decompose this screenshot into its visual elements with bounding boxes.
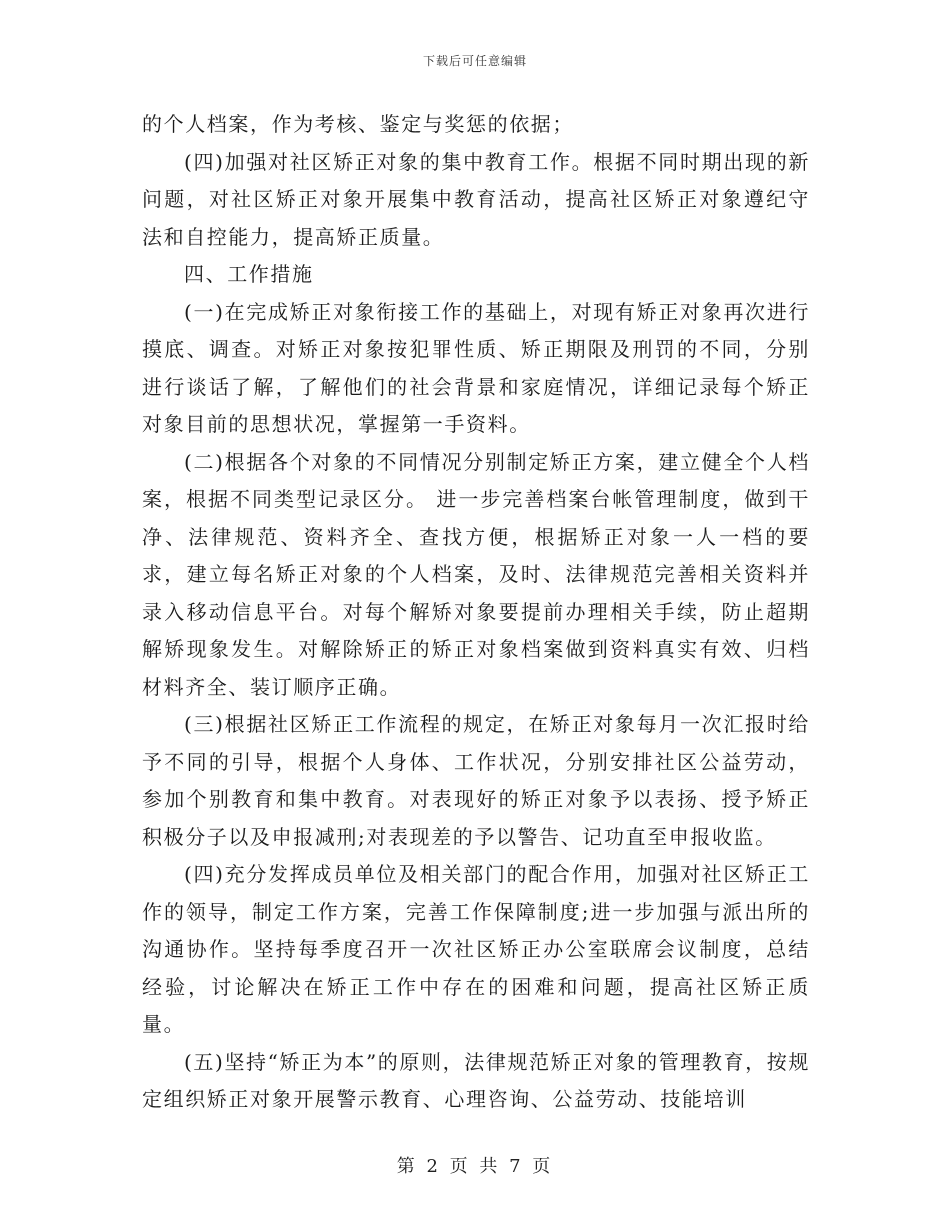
page-number: 第 2 页 共 7 页 bbox=[396, 1156, 554, 1177]
paragraph-measure-1: (一)在完成矫正对象衔接工作的基础上，对现有矫正对象再次进行摸底、调查。对矫正对象按犯罪性质、矫正期限及刑罚的不同，分别进行谈话了解，了解他们的社会背景和家庭情况，详细记录每个矫正对象目前的思想状况，掌握第一手资料。 bbox=[142, 299, 810, 436]
section-heading-measures: 四、工作措施 bbox=[184, 262, 314, 286]
paragraph-2: (四)加强对社区矫正对象的集中教育工作。根据不同时期出现的新问题，对社区矫正对象开展集中教育活动，提高社区矫正对象遵纪守法和自控能力，提高矫正质量。 bbox=[142, 149, 810, 249]
paragraph-measure-3: (三)根据社区矫正工作流程的规定，在矫正对象每月一次汇报时给予不同的引导，根据个人身体、工作状况，分别安排社区公益劳动，参加个别教育和集中教育。对表现好的矫正对象予以表扬、授予矫正积极分子以及申报减刑;对表现差的予以警告、记功直至申报收监。 bbox=[142, 712, 810, 849]
paragraph-measure-5: (五)坚持“矫正为本”的原则，法律规范矫正对象的管理教育，按规定组织矫正对象开展警示教育、心理咨询、公益劳动、技能培训 bbox=[142, 1049, 810, 1111]
paragraph-measure-4: (四)充分发挥成员单位及相关部门的配合作用，加强对社区矫正工作的领导，制定工作方案，完善工作保障制度;进一步加强与派出所的沟通协作。坚持每季度召开一次社区矫正办公室联席会议制度，总结经验，讨论解决在矫正工作中存在的困难和问题，提高社区矫正质量。 bbox=[142, 862, 810, 1036]
paragraph-1: 的个人档案，作为考核、鉴定与奖惩的依据； bbox=[142, 112, 574, 136]
paragraph-measure-2: (二)根据各个对象的不同情况分别制定矫正方案，建立健全个人档案，根据不同类型记录区分。 进一步完善档案台帐管理制度，做到干净、法律规范、资料齐全、查找方便，根据矫正对象一人一档的要求，建立每名矫正对象的个人档案，及时、法律规范完善相关资料并录入移动信息平台。对每个解矫对象要提前办理相关手续，防止超期解矫现象发生。对解除矫正的矫正对象档案做到资料真实有效、归档材料齐全、装订顺序正确。 bbox=[142, 449, 810, 699]
document-body bbox=[142, 106, 810, 1119]
page-header-note: 下载后可任意编辑 bbox=[422, 54, 527, 68]
